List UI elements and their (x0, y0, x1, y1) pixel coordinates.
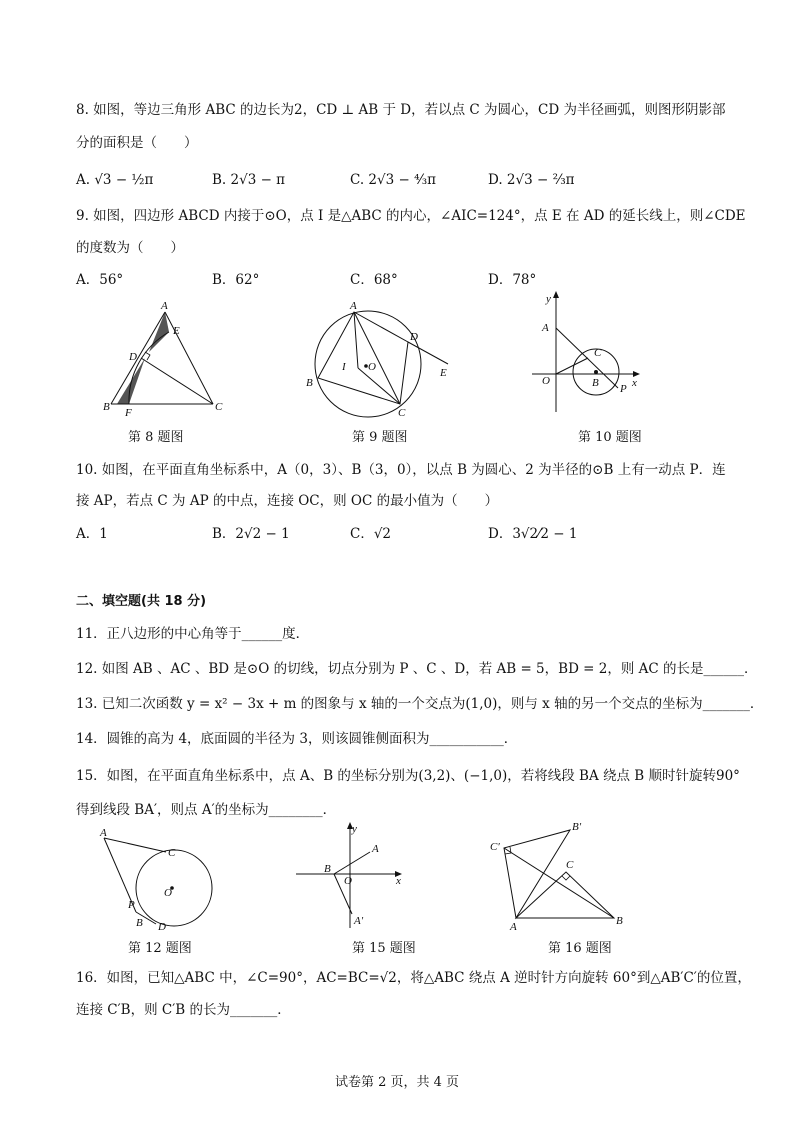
label-e: E (173, 325, 180, 337)
section-title-fill-in: 二、填空题(共 18 分) (76, 594, 207, 609)
label-c: C (398, 407, 406, 419)
q10-option-d: D．3√2⁄2 − 1 (488, 526, 578, 542)
q16-stem-line1: 16．如图，已知△ABC 中，∠C=90°，AC=BC=√2，将△ABC 绕点 A 逆时针方向旋转 60°到△AB′C′的位置， (76, 970, 751, 986)
label-b: B (616, 915, 623, 927)
caption-figure-8: 第 8 题图 (128, 430, 184, 445)
label-x: x (632, 377, 637, 389)
q13-text: 13. 已知二次函数 y = x² − 3x + m 的图象与 x 轴的一个交点为(1,0)，则与 x 轴的另一个交点的坐标为_______． (76, 696, 764, 712)
figure-8 (95, 298, 235, 422)
q14-text: 14．圆锥的高为 4，底面圆的半径为 3，则该圆锥侧面积为___________． (76, 731, 518, 747)
q8-option-b: B. 2√3 − π (212, 172, 286, 188)
caption-figure-12: 第 12 题图 (128, 941, 192, 956)
label-a: A (161, 300, 168, 312)
q9-option-a: A．56° (76, 272, 124, 288)
q9-option-c: C．68° (350, 272, 398, 288)
label-o: O (344, 875, 352, 887)
q15-stem-line2: 得到线段 BA′，则点 A′的坐标为________． (76, 802, 337, 818)
figure-9 (300, 298, 460, 422)
label-a: A (100, 827, 107, 839)
arc-ef (129, 332, 169, 404)
label-a: A (542, 322, 549, 334)
page-footer: 试卷第 2 页，共 4 页 (334, 1075, 460, 1090)
segment-ic (358, 368, 400, 404)
q9-stem-line2: 的度数为（ ） (76, 240, 184, 256)
figure-15 (290, 818, 420, 934)
segment-ai (354, 312, 358, 368)
label-o: O (368, 361, 376, 373)
shaded-region-top (149, 312, 169, 352)
label-b-prime: B′ (572, 821, 582, 833)
segment-c1b (504, 848, 614, 918)
q10-stem-line2: 接 AP，若点 C 为 AP 的中点，连接 OC，则 OC 的最小值为（ ） (76, 493, 499, 509)
label-f: F (125, 407, 132, 419)
q8-stem-line1: 8. 如图，等边三角形 ABC 的边长为2，CD ⊥ AB 于 D，若以点 C 为圆心，CD 为半径画弧，则图形阴影部 (76, 102, 726, 118)
q15-stem-line1: 15．如图，在平面直角坐标系中，点 A、B 的坐标分别为(3,2)、(−1,0)，若将线段 BA 绕点 B 顺时针旋转90° (76, 768, 740, 784)
figure-12 (92, 826, 242, 934)
q8-option-d: D. 2√3 − ⅔π (488, 172, 575, 188)
segment-oc (556, 358, 588, 374)
caption-figure-10: 第 10 题图 (578, 430, 642, 445)
label-c: C (594, 347, 602, 359)
label-p: P (620, 383, 627, 395)
label-c: C (168, 847, 176, 859)
label-c: C (566, 859, 574, 871)
segment-ba (334, 852, 370, 874)
label-b: B (592, 377, 599, 389)
extension-de (408, 342, 448, 364)
q9-option-b: B．62° (212, 272, 260, 288)
circle-o (136, 850, 212, 926)
caption-figure-9: 第 9 题图 (352, 430, 408, 445)
q9-stem-line1: 9. 如图，四边形 ABCD 内接于⊙O，点 I 是△ABC 的内心，∠AIC=124°，点 E 在 AD 的延长线上，则∠CDE (76, 208, 746, 224)
label-a: A (510, 921, 517, 933)
shaded-region-bottom (117, 358, 145, 404)
q10-option-b: B．2√2 − 1 (212, 526, 290, 542)
label-y: y (546, 293, 551, 305)
label-i: I (342, 361, 346, 373)
right-angle-mark-c (562, 876, 570, 880)
q8-option-a: A. √3 − ½π (76, 172, 154, 188)
q8-option-c: C. 2√3 − ⁴⁄₃π (350, 172, 437, 188)
label-o: O (164, 887, 172, 899)
label-b: B (136, 917, 143, 929)
label-b: B (103, 401, 110, 413)
q9-option-d: D．78° (488, 272, 537, 288)
triangle-ab1c1 (504, 830, 570, 918)
label-b: B (324, 863, 331, 875)
caption-figure-15: 第 15 题图 (352, 941, 416, 956)
right-angle-mark (145, 352, 150, 360)
label-o: O (542, 375, 550, 387)
label-c-prime: C′ (490, 841, 500, 853)
q10-option-a: A．1 (76, 526, 108, 542)
q10-stem-line1: 10. 如图，在平面直角坐标系中，A（0，3）、B（3，0），以点 B 为圆心、2 为半径的⊙B 上有一动点 P．连 (76, 462, 726, 478)
label-x: x (396, 875, 401, 887)
label-a-prime: A′ (354, 915, 364, 927)
label-d: D (129, 351, 137, 363)
y-axis-arrow (553, 291, 559, 298)
figure-10 (528, 288, 648, 422)
label-b: B (306, 377, 313, 389)
segment-cd (141, 358, 213, 404)
label-a: A (350, 300, 357, 312)
tangent-ac (104, 838, 166, 852)
q16-stem-line2: 连接 C′B，则 C′B 的长为_______． (76, 1002, 291, 1018)
label-y: y (352, 823, 357, 835)
q12-text: 12. 如图 AB 、AC 、BD 是⊙O 的切线，切点分别为 P 、C 、D，若 AB = 5，BD = 2，则 AC 的长是______． (76, 661, 758, 677)
label-d: D (158, 921, 166, 933)
label-a: A (372, 843, 379, 855)
label-d: D (410, 331, 418, 343)
label-e: E (440, 367, 447, 379)
side-ab (111, 312, 165, 404)
label-c: C (215, 401, 223, 413)
q8-stem-line2: 分的面积是（ ） (76, 135, 198, 151)
diagonal-ac (354, 312, 400, 404)
center-b (594, 370, 598, 374)
q11-text: 11．正八边形的中心角等于______度． (76, 626, 310, 642)
label-p: P (128, 899, 135, 911)
figure-16 (482, 818, 632, 934)
q10-option-c: C．√2 (350, 526, 392, 542)
caption-figure-16: 第 16 题图 (548, 941, 612, 956)
